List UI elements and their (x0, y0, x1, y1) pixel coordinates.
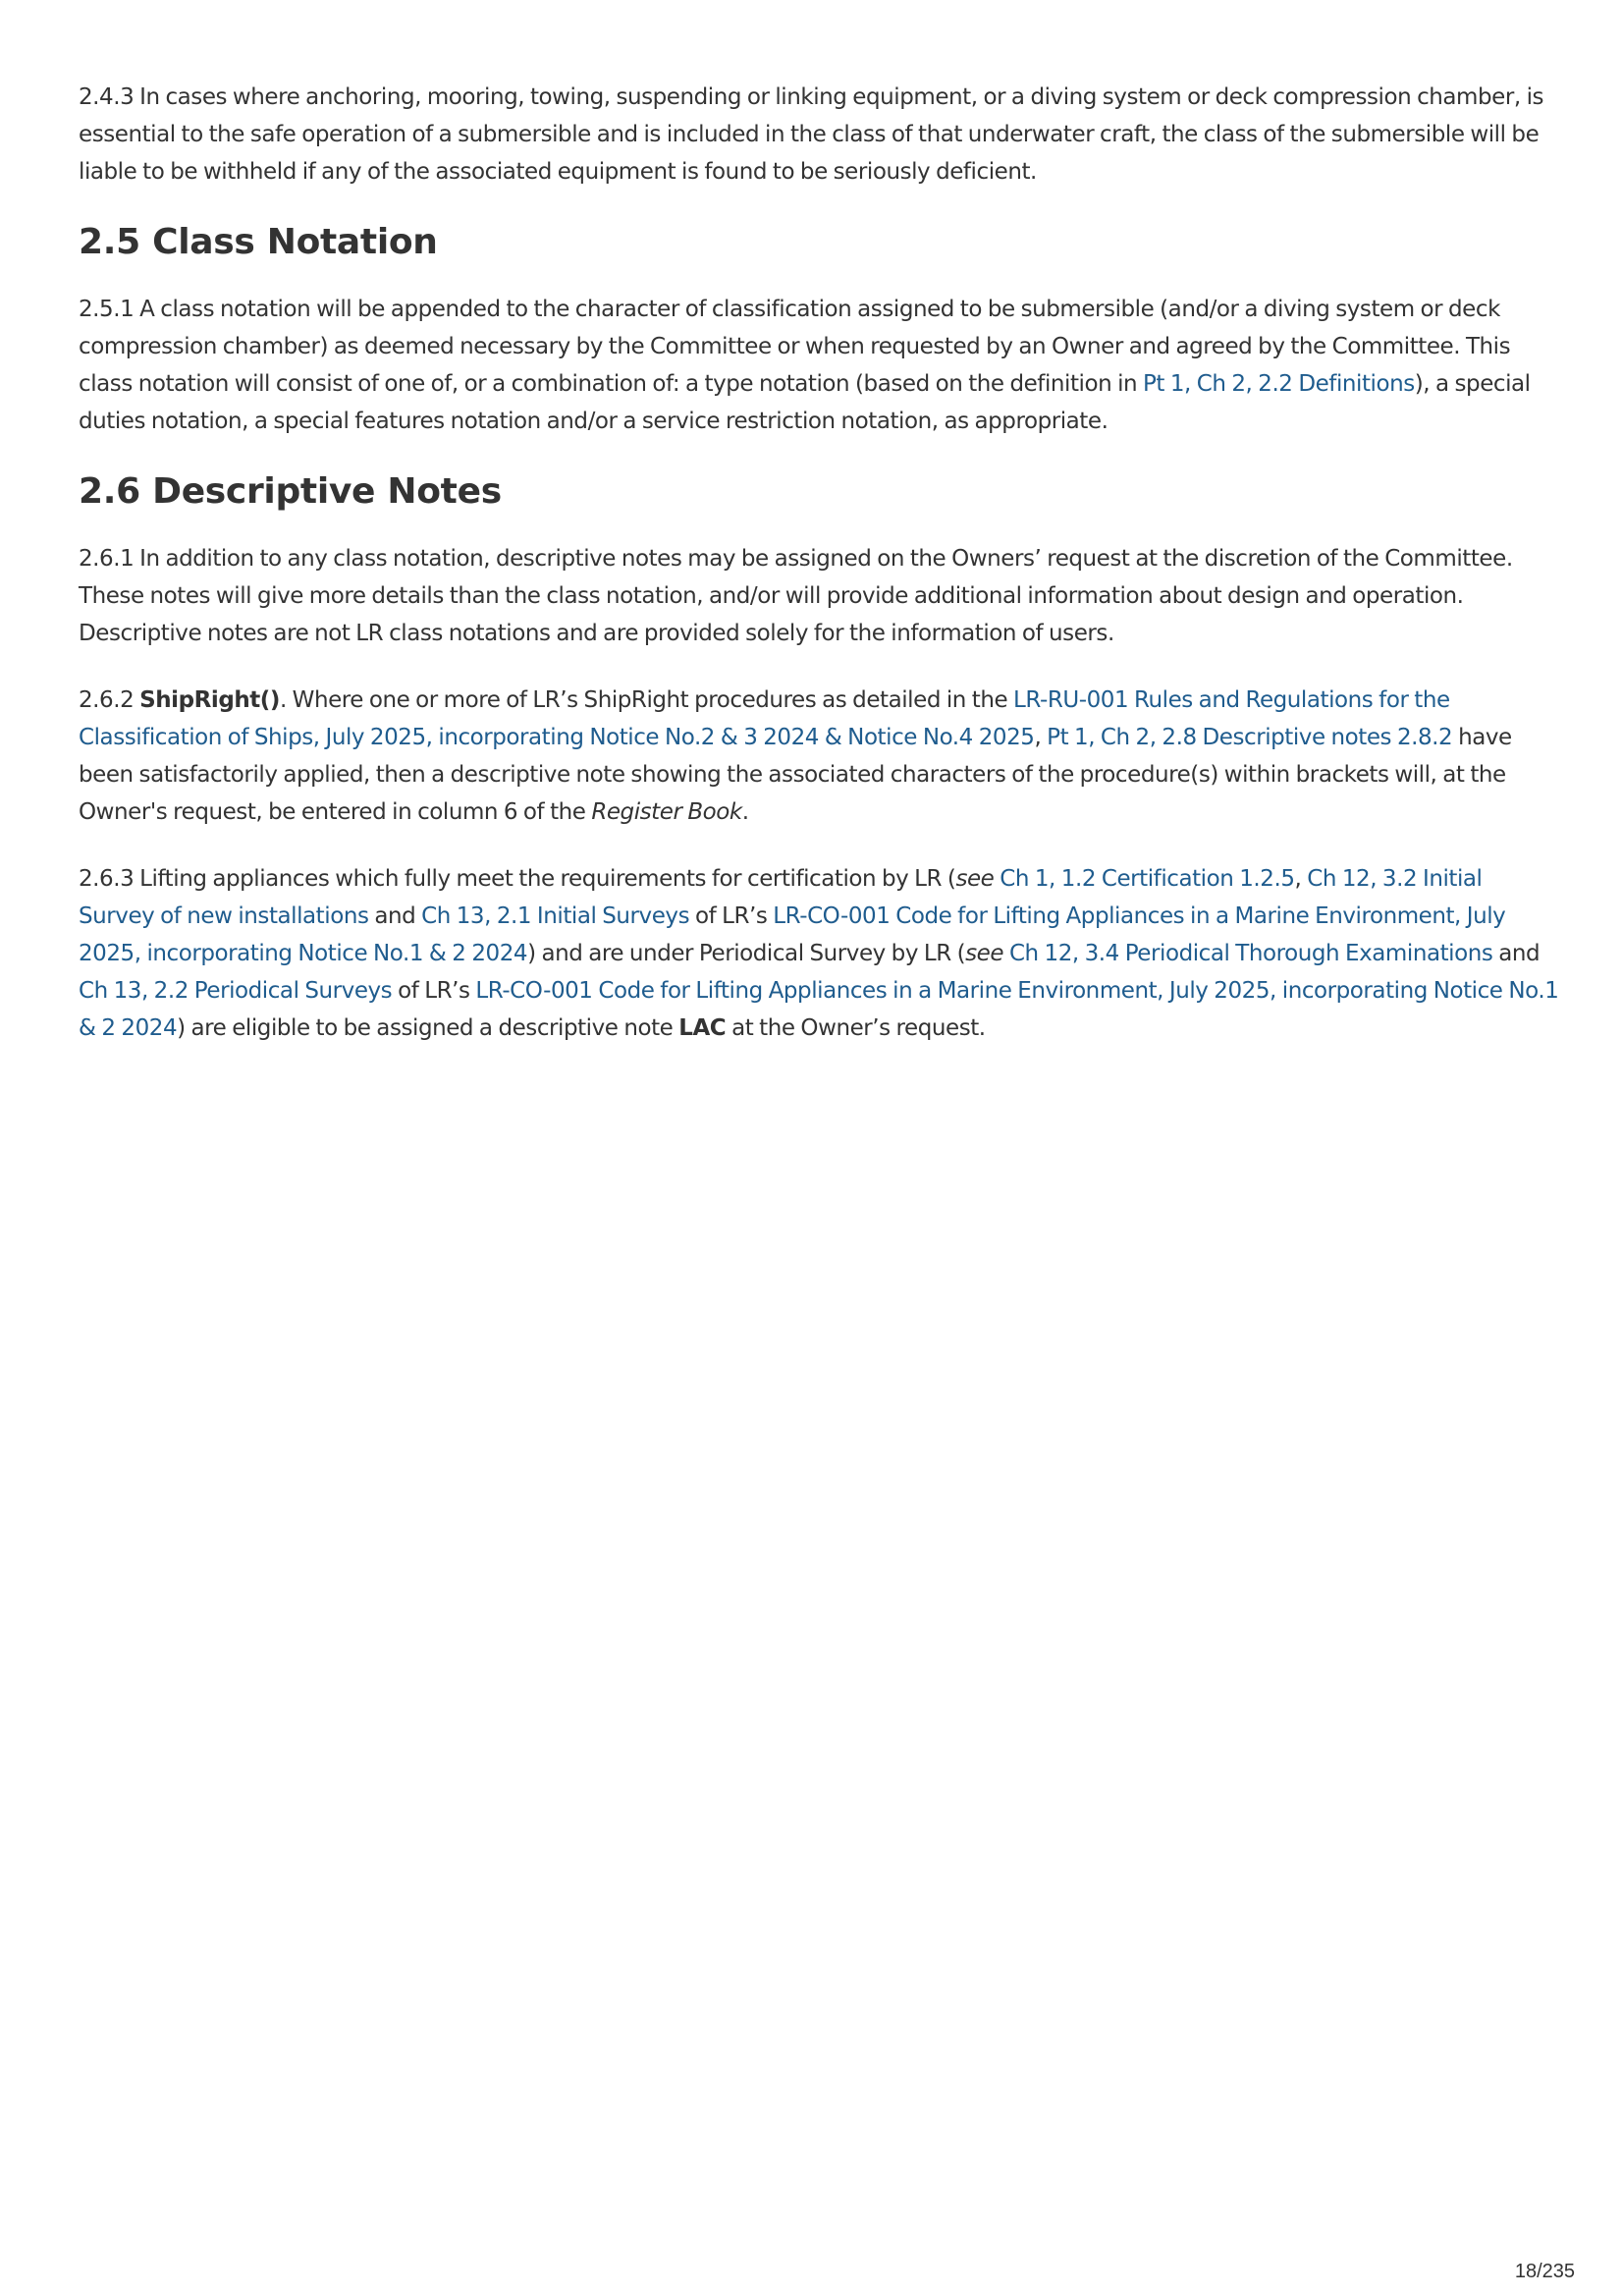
text-run: and (368, 903, 422, 929)
link-ch1-1-2-certification[interactable]: Ch 1, 1.2 Certification 1.2.5 (1000, 866, 1295, 892)
text-run: have been satisfactorily applied, then a descriptive note showing the associated characters of the procedure(s) within brackets will, at the Owner's request, be entered in column 6 of the (79, 725, 1512, 825)
text-run: , (1034, 725, 1048, 750)
document-body (79, 79, 1561, 1076)
link-ch12-3-2-initial-survey[interactable]: Ch 12, 3.2 Initial Survey of new installations (79, 866, 1483, 929)
text-run: ) and are under Periodical Survey by LR ( (527, 941, 966, 966)
text-run: 2.6.3 Lifting appliances which fully meet the requirements for certification by LR ( (79, 866, 956, 892)
text-run: of LR’s (392, 978, 476, 1004)
text-run: 2.6.2 (79, 687, 140, 713)
link-ch13-2-1-initial-surveys[interactable]: Ch 13, 2.1 Initial Surveys (421, 903, 690, 929)
term-lac: LAC (678, 1015, 727, 1041)
text-run: ), a special duties notation, a special features notation and/or a service restriction notation, as appropriate. (79, 371, 1531, 434)
paragraph-2-4-3: 2.4.3 In cases where anchoring, mooring, towing, suspending or linking equipment, or a diving system or deck compression chamber, is essential to the safe operation of a submersible and is included in the class of that underwater craft, the class of the submersible will be liable to be withheld if any of the associated equipment is found to be seriously deficient. (79, 84, 1544, 185)
link-ch13-2-2-periodical-surveys[interactable]: Ch 13, 2.2 Periodical Surveys (79, 978, 393, 1004)
link-lr-co-001-code[interactable]: LR-CO-001 Code for Lifting Appliances in a Marine Environment, July 2025, incorporating Notice No.1 & 2 2024 (79, 903, 1506, 966)
text-run: and (1492, 941, 1541, 966)
text-run: . (741, 799, 749, 825)
text-run: of LR’s (689, 903, 774, 929)
paragraph-2-6-2 (79, 682, 1561, 831)
register-book-title: Register Book (591, 799, 742, 825)
text-run: . Where one or more of LR’s ShipRight procedures as detailed in the (279, 687, 1014, 713)
heading-2-5-class-notation: 2.5 Class Notation (79, 222, 438, 262)
link-lr-co-001-code-2[interactable]: LR-CO-001 Code for Lifting Appliances in a Marine Environment, July 2025, incorporating Notice No.1 & 2 2024 (79, 978, 1559, 1041)
link-pt1-ch2-2-8-descriptive-notes[interactable]: Pt 1, Ch 2, 2.8 Descriptive notes 2.8.2 (1047, 725, 1453, 750)
see-reference: see (955, 866, 995, 892)
term-shipright: ShipRight() (139, 687, 280, 713)
heading-2-6-descriptive-notes: 2.6 Descriptive Notes (79, 471, 502, 512)
paragraph-2-5-1 (79, 291, 1561, 440)
link-ch12-3-4-periodical-thorough-examinations[interactable]: Ch 12, 3.4 Periodical Thorough Examinations (1008, 941, 1493, 966)
paragraph-2-6-3 (79, 860, 1561, 1047)
link-lr-ru-001-rules[interactable]: LR-RU-001 Rules and Regulations for the Classification of Ships, July 2025, incorporating Notice No.2 & 3 2024 & Notice No.4 2025 (79, 687, 1450, 750)
text-run: , (1294, 866, 1308, 892)
text-run: ) are eligible to be assigned a descriptive note (177, 1015, 679, 1041)
text-run: 2.5.1 A class notation will be appended to the character of classification assigned to be submersible (and/or a diving system or deck compression chamber) as deemed necessary by the Committee or when requested by an Owner and agreed by the Committee. This class notation will consist of one of, or a combination of: a type notation (based on the definition in (79, 297, 1511, 397)
see-reference: see (965, 941, 1004, 966)
text-run: at the Owner’s request. (726, 1015, 986, 1041)
link-pt1-ch2-2-2-definitions[interactable]: Pt 1, Ch 2, 2.2 Definitions (1143, 371, 1415, 397)
page-number: 18/235 (1514, 2261, 1575, 2282)
paragraph-2-6-1: 2.6.1 In addition to any class notation, descriptive notes may be assigned on the Owners’ request at the discretion of the Committee. These notes will give more details than the class notation, and/or will provide additional information about design and operation. Descriptive notes are not LR class notations and are provided solely for the information of users. (79, 546, 1513, 646)
